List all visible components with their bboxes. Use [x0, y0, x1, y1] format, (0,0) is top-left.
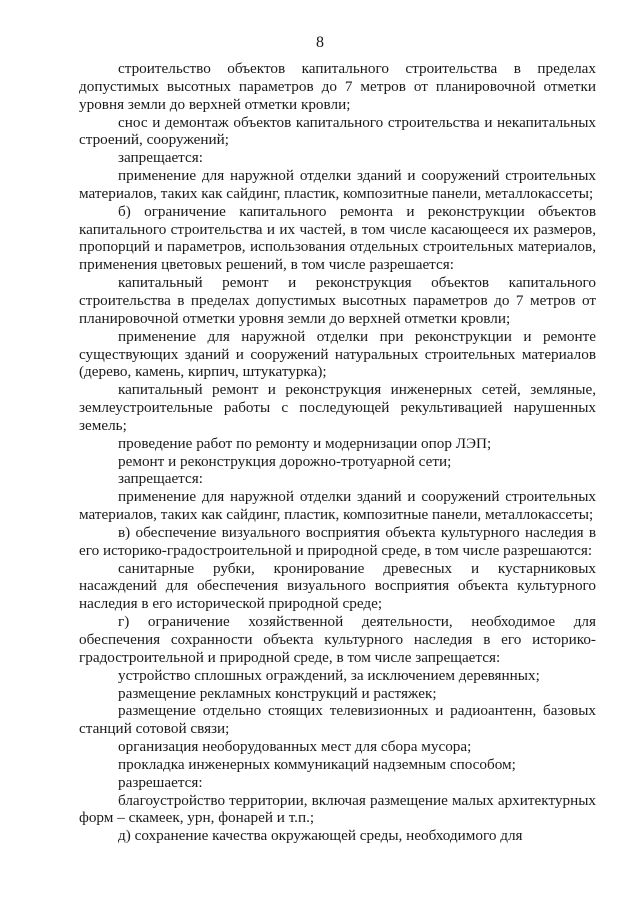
paragraph: организация необорудованных мест для сбора мусора; [118, 738, 472, 756]
paragraph: размещение отдельно стоящих телевизионных и радиоантенн, базовых станций сотовой связи; [79, 702, 596, 738]
paragraph: строительство объектов капитального строительства в пределах допустимых высотных параметров до 7 метров от планировочной отметки уровня земли до верхней отметки кровли; [79, 60, 596, 113]
paragraph: разрешается: [118, 773, 203, 791]
paragraph: ремонт и реконструкция дорожно-тротуарной сети; [118, 452, 452, 470]
paragraph: г) ограничение хозяйственной деятельности, необходимое для обеспечения сохранности объекта культурного наследия в его историко-градостроительной и природной среде, в том числе запрещается: [79, 613, 596, 666]
paragraph: в) обеспечение визуального восприятия объекта культурного наследия в его историко-градостроительной и природной среде, в том числе разрешаются: [79, 523, 596, 559]
paragraph: применение для наружной отделки при реконструкции и ремонте существующих зданий и сооружений натуральных строительных материалов (дерево, камень, кирпич, штукатурка); [79, 327, 596, 381]
paragraph: запрещается: [118, 149, 203, 167]
paragraph: капитальный ремонт и реконструкция инженерных сетей, земляные, землеустроительные работы с последующей рекультивацией нарушенных земель; [79, 381, 596, 434]
document-body [79, 60, 596, 845]
paragraph: санитарные рубки, кронирование древесных и кустарниковых насаждений для обеспечения визуального восприятия объекта культурного наследия в его исторической природной среде; [79, 559, 596, 613]
page-number: 8 [316, 34, 324, 51]
paragraph: прокладка инженерных коммуникаций надземным способом; [118, 755, 516, 773]
paragraph: снос и демонтаж объектов капитального строительства и некапитальных строений, сооружений; [79, 113, 596, 149]
paragraph: размещение рекламных конструкций и растяжек; [118, 684, 437, 702]
paragraph: применение для наружной отделки зданий и сооружений строительных материалов, таких как сайдинг, пластик, композитные панели, металлокассеты; [79, 167, 596, 202]
paragraph: благоустройство территории, включая размещение малых архитектурных форм – скамеек, урн, фонарей и т.п.; [79, 791, 596, 827]
paragraph: устройство сплошных ограждений, за исключением деревянных; [118, 666, 540, 684]
paragraph: б) ограничение капитального ремонта и реконструкции объектов капитального строительства и их частей, в том числе касающееся их размеров, пропорций и параметров, использования отдельных строительных материалов, применения цветовых решений, в том числе разрешается: [79, 202, 596, 274]
paragraph: запрещается: [118, 470, 203, 488]
paragraph: д) сохранение качества окружающей среды, необходимого для [118, 827, 523, 845]
paragraph: проведение работ по ремонту и модернизации опор ЛЭП; [118, 434, 492, 452]
paragraph: капитальный ремонт и реконструкция объектов капитального строительства в пределах допустимых высотных параметров до 7 метров от планировочной отметки уровня земли до верхней отметки кровли; [79, 274, 596, 327]
paragraph: применение для наружной отделки зданий и сооружений строительных материалов, таких как сайдинг, пластик, композитные панели, металлокассеты; [79, 488, 596, 524]
